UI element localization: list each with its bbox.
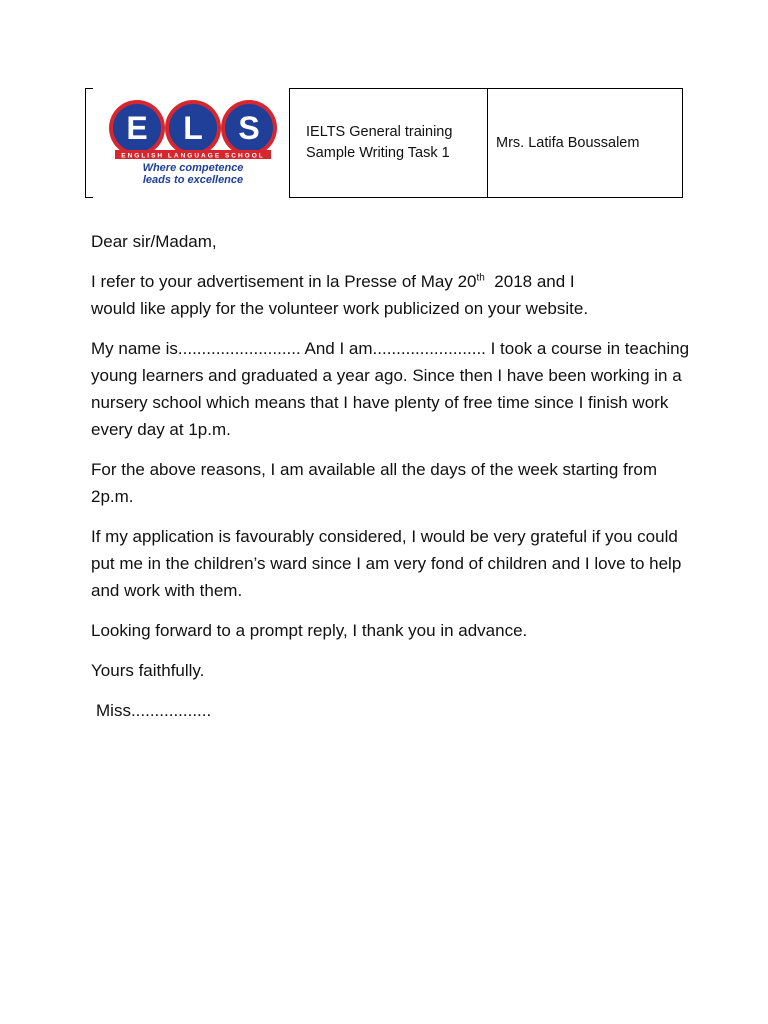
header-left-bracket <box>85 88 93 198</box>
p1-superscript: th <box>476 272 485 284</box>
p1-text-a: I refer to your advertisement in la Presse of May 20 <box>91 272 477 291</box>
letter-salutation: Dear sir/Madam, <box>91 232 217 251</box>
logo-letter-e: E <box>126 110 148 146</box>
p1-text-b: 2018 and I <box>484 272 575 291</box>
logo-bubble-l <box>165 100 221 156</box>
letter-paragraph-1 <box>91 268 691 322</box>
letter-paragraph-4: If my application is favourably considered, I would be very grateful if you could put me in the children’s ward since I am very fond of children and I love to help and work with them. <box>91 527 682 600</box>
logo-letter-l: L <box>183 110 203 146</box>
header-author: Mrs. Latifa Boussalem <box>496 134 640 151</box>
logo-banner-text: ENGLISH LANGUAGE SCHOOL <box>121 152 265 160</box>
letter-closing: Yours faithfully. <box>91 661 205 680</box>
logo-bubble-e <box>109 100 165 156</box>
logo-tagline-line1: Where competence <box>142 162 244 174</box>
header-title-line1: IELTS General training <box>306 124 453 140</box>
logo-bubble-s <box>221 100 277 156</box>
els-logo <box>97 94 287 192</box>
header-author-cell <box>487 88 683 198</box>
letter-paragraph-3: For the above reasons, I am available all the days of the week starting from 2p.m. <box>91 460 658 506</box>
header-title-line2: Sample Writing Task 1 <box>306 145 450 161</box>
p1-text-c: would like apply for the volunteer work publicized on your website. <box>91 299 589 318</box>
logo-letter-s: S <box>238 110 260 146</box>
logo-tagline-line2: leads to excellence <box>142 174 244 186</box>
letter-paragraph-2: My name is.......................... And I am........................ I took a course in teaching young learners and graduated a year ago. Since then I have been working in a nursery school which means that I have plenty of free time since I finish work every day at 1p.m. <box>91 339 690 439</box>
letter-body <box>91 228 691 737</box>
header-title-cell <box>289 88 488 198</box>
letter-paragraph-5: Looking forward to a prompt reply, I thank you in advance. <box>91 621 528 640</box>
document-header <box>85 88 683 198</box>
letter-signature: Miss................. <box>96 701 212 720</box>
